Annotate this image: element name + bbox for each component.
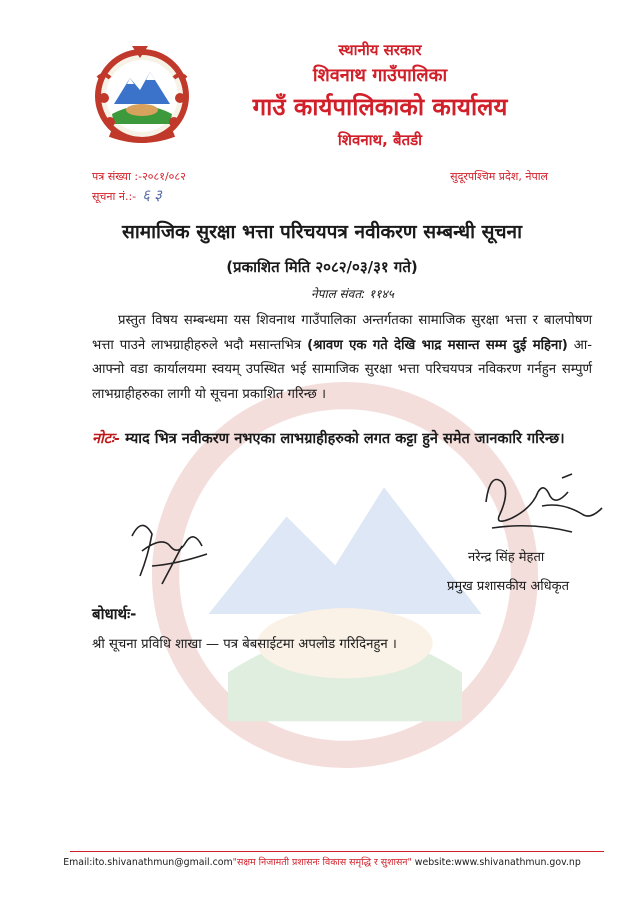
footer-email[interactable]: Email:ito.shivanathmun@gmail.com <box>63 857 233 868</box>
nepal-emblem-icon <box>92 38 192 148</box>
reference-number <box>92 185 166 205</box>
notice-note <box>92 427 592 452</box>
left-signature-icon <box>122 506 222 588</box>
body-part2: आ-आफ्नो वडा कार्यालयमा स्वयम् उपस्थित भई सामाजिक सुरक्षा भत्ता परिचयपत्र नविकरण गर्नहुन सम्पुर्ण लाभग्राहीहरुका लागी यो सूचना प्रकाशित गरिन्छ । <box>92 337 592 402</box>
body-emphasis: (श्रावण एक गते देखि भाद्र मसान्त सम्म दुई महिना) <box>307 337 568 353</box>
cc-heading: बोधार्थः- <box>92 605 137 623</box>
note-text: म्याद भित्र नवीकरण नभएका लाभग्राहीहरुको लगत कट्टा हुने समेत जानकारि गरिन्छ। <box>125 431 565 447</box>
footer-divider <box>70 851 604 852</box>
header-municipality-name: शिवनाथ गाउँपालिका <box>312 65 448 86</box>
officer-title: प्रमुख प्रशासकीय अधिकृत <box>447 579 570 594</box>
reference-label: सूचना नं.:- <box>92 190 137 203</box>
notice-title: सामाजिक सुरक्षा भत्ता परिचयपत्र नवीकरण सम्बन्धी सूचना <box>121 221 522 243</box>
cc-line: श्री सूचना प्रविधि शाखा — पत्र बेबसाईटमा अपलोड गरिदिनहुन । <box>92 637 397 652</box>
officer-name: नरेन्द्र सिंह मेहता <box>468 550 545 565</box>
footer <box>0 855 644 868</box>
body-part1: प्रस्तुत विषय सम्बन्धमा यस शिवनाथ गाउँपालिका अन्तर्गतका सामाजिक सुरक्षा भत्ता र बालपोषण भत्ता पाउने लाभग्राहीहरुले भदौ मसान्तभित्र <box>92 313 592 353</box>
header-local-government: स्थानीय सरकार <box>338 41 422 59</box>
reference-handwritten: ६३ <box>142 186 166 204</box>
published-date: (प्रकाशित मिति २०८२/०३/३१ गते) <box>226 258 418 276</box>
province-label: सुदूरपश्चिम प्रदेश, नेपाल <box>450 170 548 183</box>
footer-website[interactable]: website:www.shivanathmun.gov.np <box>411 857 581 868</box>
header-address: शिवनाथ, बैतडी <box>337 131 423 149</box>
nepal-era-date: नेपाल संवत: ११४५ <box>311 287 394 301</box>
notice-paragraph <box>92 309 592 407</box>
note-label: नोटः- <box>92 431 121 447</box>
notice-body <box>92 309 592 407</box>
header-office-name: गाउँ कार्यपालिकाको कार्यालय <box>252 93 508 121</box>
footer-slogan: "सक्षम निजामती प्रशासनः विकास समृद्धि र सुशासन" <box>232 857 412 868</box>
letter-number: पत्र संख्या :-२०८१/०८२ <box>92 170 186 183</box>
right-signature-icon <box>472 462 612 542</box>
